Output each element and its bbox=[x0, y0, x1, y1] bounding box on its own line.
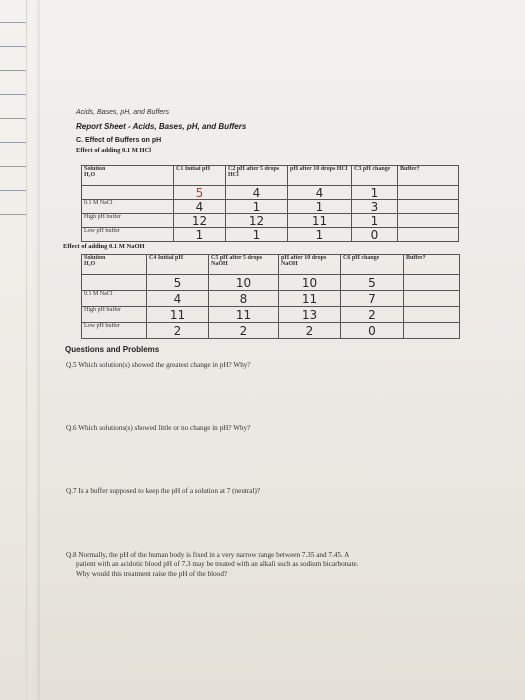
buffer-cell bbox=[404, 323, 460, 339]
solution-label: Low pH buffer bbox=[82, 228, 174, 242]
header-solution: Solution H₂O bbox=[82, 255, 147, 275]
header-ph-after-10: pH after 10 drops NaOH bbox=[279, 255, 341, 275]
table1-caption: Effect of adding 0.1 M HCl bbox=[76, 147, 152, 154]
handwritten-value: 7 bbox=[341, 291, 404, 307]
handwritten-value: 11 bbox=[209, 307, 279, 323]
section-title: C. Effect of Buffers on pH bbox=[76, 137, 162, 144]
handwritten-value: 1 bbox=[226, 200, 288, 214]
handwritten-value: 2 bbox=[209, 323, 279, 339]
handwritten-value: 13 bbox=[279, 307, 341, 323]
handwritten-value: 4 bbox=[147, 291, 209, 307]
questions-heading: Questions and Problems bbox=[65, 345, 160, 354]
buffer-cell bbox=[398, 228, 459, 242]
handwritten-value: 1 bbox=[288, 228, 352, 242]
solution-label bbox=[82, 275, 147, 291]
buffer-cell bbox=[398, 200, 459, 214]
handwritten-value: 2 bbox=[147, 323, 209, 339]
binder-line bbox=[0, 142, 26, 143]
binder-line bbox=[0, 190, 26, 191]
header-ph-after-10: pH after 10 drops HCl bbox=[288, 166, 352, 186]
binder-line bbox=[0, 70, 26, 71]
hcl-table bbox=[81, 165, 459, 242]
buffer-cell bbox=[404, 291, 460, 307]
header-buffer: Buffer? bbox=[398, 166, 459, 186]
header-line: Acids, Bases, pH, and Buffers bbox=[76, 109, 169, 116]
handwritten-value: 3 bbox=[352, 200, 398, 214]
buffer-cell bbox=[404, 307, 460, 323]
header-initial-ph: C1 Initial pH bbox=[174, 166, 226, 186]
header-ph-after-5: C5 pH after 5 drops NaOH bbox=[209, 255, 279, 275]
question-8-line: Q.8 Normally, the pH of the human body is fixed in a very narrow range between 7.35 and 7.45. A bbox=[66, 551, 350, 559]
handwritten-value: 1 bbox=[226, 228, 288, 242]
handwritten-value: 1 bbox=[352, 214, 398, 228]
solution-label: 0.1 M NaCl bbox=[82, 200, 174, 214]
handwritten-value: 4 bbox=[226, 186, 288, 200]
naoh-table bbox=[81, 254, 460, 339]
binder-line bbox=[0, 166, 26, 167]
handwritten-value: 1 bbox=[288, 200, 352, 214]
binder-line bbox=[0, 22, 26, 23]
handwritten-value: 5 bbox=[147, 275, 209, 291]
header-buffer: Buffer? bbox=[404, 255, 460, 275]
handwritten-value: 12 bbox=[226, 214, 288, 228]
header-solution: Solution H₂O bbox=[82, 166, 174, 186]
handwritten-value: 5 bbox=[341, 275, 404, 291]
question-8-line: Why would this treatment raise the pH of the blood? bbox=[76, 569, 228, 578]
buffer-cell bbox=[398, 214, 459, 228]
handwritten-value: 11 bbox=[279, 291, 341, 307]
question-5: Q.5 Which solution(s) showed the greatest change in pH? Why? bbox=[66, 361, 251, 369]
question-6: Q.6 Which solutions(s) showed little or no change in pH? Why? bbox=[66, 424, 251, 432]
binder-line bbox=[0, 46, 26, 47]
handwritten-value: 4 bbox=[288, 186, 352, 200]
question-7: Q.7 Is a buffer supposed to keep the pH of a solution at 7 (neutral)? bbox=[66, 487, 261, 495]
handwritten-value: 10 bbox=[279, 275, 341, 291]
handwritten-value: 4 bbox=[174, 200, 226, 214]
header-ph-change: C3 pH change bbox=[352, 166, 398, 186]
header-ph-after-5: C2 pH after 5 drops HCl bbox=[226, 166, 288, 186]
handwritten-value: 0 bbox=[341, 323, 404, 339]
binder-line bbox=[0, 118, 26, 119]
handwritten-value: 5 bbox=[174, 186, 226, 200]
h2o-label: H₂O bbox=[84, 261, 96, 268]
question-8 bbox=[66, 551, 486, 579]
handwritten-value: 1 bbox=[352, 186, 398, 200]
binder-line bbox=[0, 214, 26, 215]
buffer-cell bbox=[404, 275, 460, 291]
handwritten-value: 10 bbox=[209, 275, 279, 291]
table2-caption: Effect of adding 0.1 M NaOH bbox=[63, 243, 145, 250]
solution-label: 0.1 M NaCl bbox=[82, 291, 147, 307]
header-initial-ph: C4 Initial pH bbox=[147, 255, 209, 275]
handwritten-value: 0 bbox=[352, 228, 398, 242]
handwritten-value: 11 bbox=[288, 214, 352, 228]
handwritten-value: 2 bbox=[279, 323, 341, 339]
handwritten-value: 2 bbox=[341, 307, 404, 323]
header-ph-change: C6 pH change bbox=[341, 255, 404, 275]
handwritten-value: 1 bbox=[174, 228, 226, 242]
solution-label: High pH buffer bbox=[82, 307, 147, 323]
question-8-line: patient with an acidotic blood pH of 7.3 may be treated with an alkali such as sodium bicarbonate. bbox=[76, 560, 359, 569]
report-title: Report Sheet - Acids, Bases, pH, and Buffers bbox=[76, 122, 247, 131]
binder-line bbox=[0, 94, 26, 95]
binder-edge bbox=[26, 0, 27, 700]
handwritten-value: 8 bbox=[209, 291, 279, 307]
handwritten-value: 12 bbox=[174, 214, 226, 228]
handwritten-value: 11 bbox=[147, 307, 209, 323]
solution-label: Low pH buffer bbox=[82, 323, 147, 339]
solution-label: High pH buffer bbox=[82, 214, 174, 228]
buffer-cell bbox=[398, 186, 459, 200]
solution-label bbox=[82, 186, 174, 200]
h2o-label: H₂O bbox=[84, 172, 96, 179]
